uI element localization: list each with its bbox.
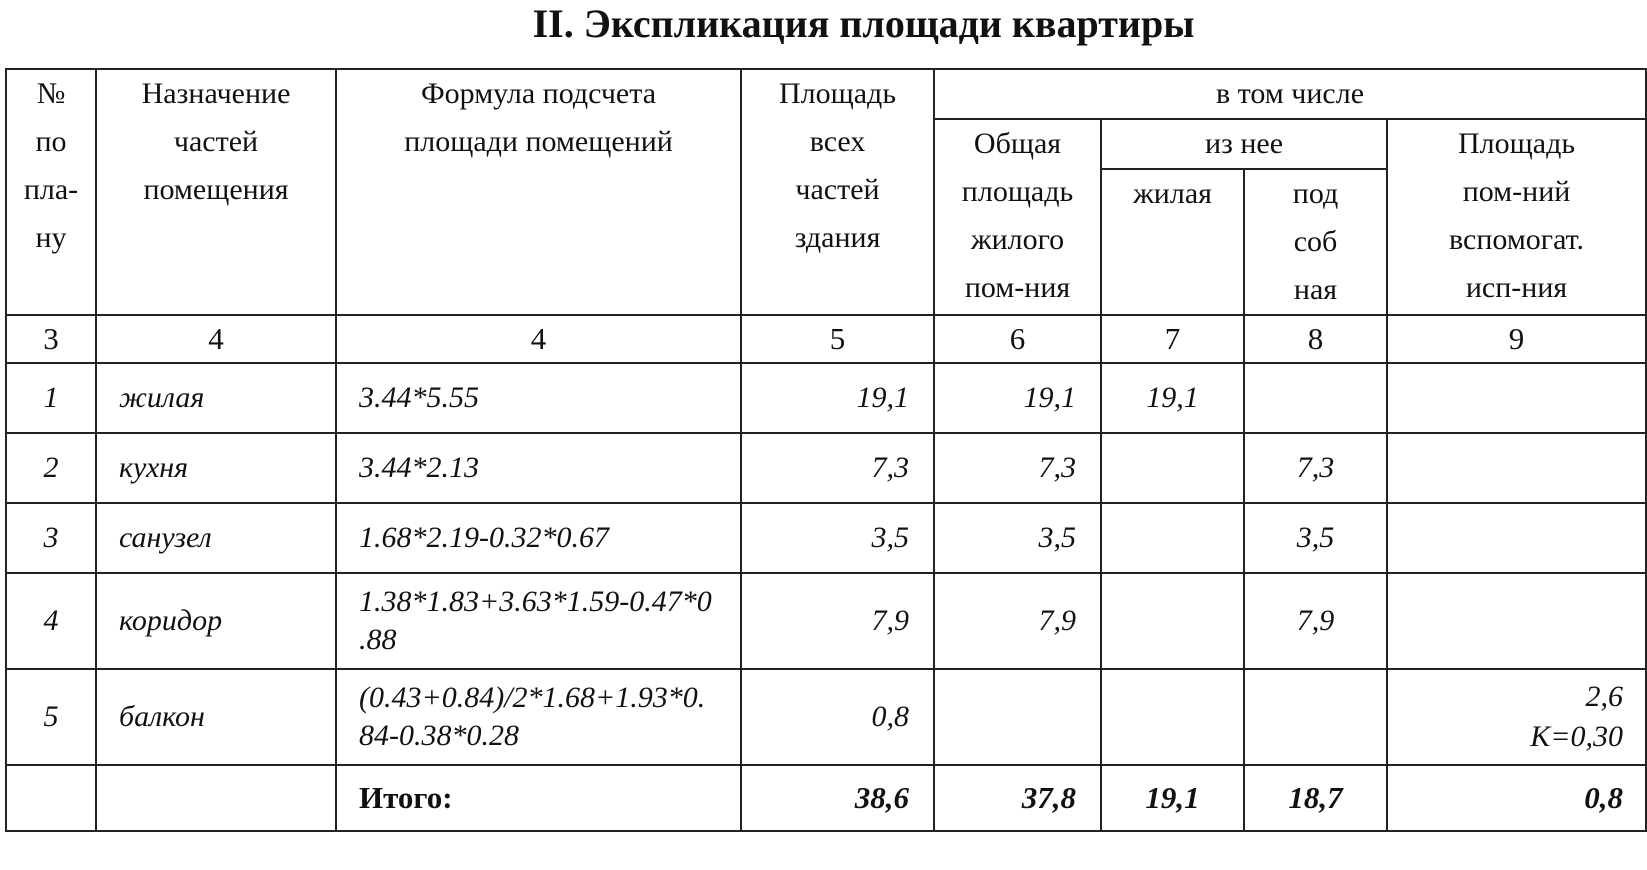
header-aux: под соб ная: [1244, 169, 1387, 315]
row-total-living: 7,9: [934, 573, 1101, 669]
row-aux: 3,5: [1244, 503, 1387, 573]
area-explication-table: [5, 68, 1647, 832]
row-formula: 1.68*2.19-0.32*0.67: [336, 503, 741, 573]
header-aux-area: Площадь пом-ний вспомогат. исп-ния: [1387, 119, 1646, 315]
col-number: 7: [1101, 315, 1244, 363]
header-area-all: Площадь всех частей здания: [741, 69, 934, 315]
header-name: Назначение частей помещения: [96, 69, 336, 315]
header-of-which: из нее: [1101, 119, 1387, 169]
row-aux: 7,9: [1244, 573, 1387, 669]
row-no: 4: [6, 573, 96, 669]
total-label: Итого:: [336, 765, 741, 831]
row-living: 19,1: [1101, 363, 1244, 433]
row-aux-area: 2,6 K=0,30: [1387, 669, 1646, 765]
column-numbers-row: [6, 315, 1646, 363]
header-no: № по пла- ну: [6, 69, 96, 315]
row-name: кухня: [96, 433, 336, 503]
table-row: [6, 669, 1646, 765]
table-row: [6, 363, 1646, 433]
table-row: [6, 573, 1646, 669]
total-empty-cell: [96, 765, 336, 831]
header-including: в том числе: [934, 69, 1646, 119]
row-total-living: [934, 669, 1101, 765]
row-formula: (0.43+0.84)/2*1.68+1.93*0. 84-0.38*0.28: [336, 669, 741, 765]
row-area: 3,5: [741, 503, 934, 573]
row-name: балкон: [96, 669, 336, 765]
col-number: 9: [1387, 315, 1646, 363]
col-number: 8: [1244, 315, 1387, 363]
row-aux: [1244, 363, 1387, 433]
row-name: жилая: [96, 363, 336, 433]
row-formula: 1.38*1.83+3.63*1.59-0.47*0 .88: [336, 573, 741, 669]
row-name: санузел: [96, 503, 336, 573]
row-total-living: 3,5: [934, 503, 1101, 573]
total-aux: 18,7: [1244, 765, 1387, 831]
row-aux-area: [1387, 503, 1646, 573]
header-living: жилая: [1101, 169, 1244, 315]
header-formula: Формула подсчета площади помещений: [336, 69, 741, 315]
total-area: 38,6: [741, 765, 934, 831]
row-area: 19,1: [741, 363, 934, 433]
row-no: 5: [6, 669, 96, 765]
page-title: II. Экспликация площади квартиры: [532, 1, 1195, 46]
total-row: [6, 765, 1646, 831]
row-aux-area: [1387, 433, 1646, 503]
col-number: 3: [6, 315, 96, 363]
col-number: 4: [96, 315, 336, 363]
total-living-area: 37,8: [934, 765, 1101, 831]
row-no: 2: [6, 433, 96, 503]
row-living: [1101, 669, 1244, 765]
total-living: 19,1: [1101, 765, 1244, 831]
col-number: 6: [934, 315, 1101, 363]
total-empty-cell: [6, 765, 96, 831]
row-total-living: 19,1: [934, 363, 1101, 433]
row-name: коридор: [96, 573, 336, 669]
row-aux-area: [1387, 573, 1646, 669]
row-living: [1101, 503, 1244, 573]
col-number: 4: [336, 315, 741, 363]
row-aux-area: [1387, 363, 1646, 433]
row-aux: 7,3: [1244, 433, 1387, 503]
col-number: 5: [741, 315, 934, 363]
row-formula: 3.44*2.13: [336, 433, 741, 503]
table-row: [6, 433, 1646, 503]
row-total-living: 7,3: [934, 433, 1101, 503]
row-aux: [1244, 669, 1387, 765]
row-area: 7,3: [741, 433, 934, 503]
row-area: 0,8: [741, 669, 934, 765]
row-living: [1101, 433, 1244, 503]
table-row: [6, 503, 1646, 573]
row-no: 3: [6, 503, 96, 573]
row-no: 1: [6, 363, 96, 433]
row-area: 7,9: [741, 573, 934, 669]
header-total-living: Общая площадь жилого пом-ния: [934, 119, 1101, 315]
total-aux-area: 0,8: [1387, 765, 1646, 831]
row-living: [1101, 573, 1244, 669]
row-formula: 3.44*5.55: [336, 363, 741, 433]
